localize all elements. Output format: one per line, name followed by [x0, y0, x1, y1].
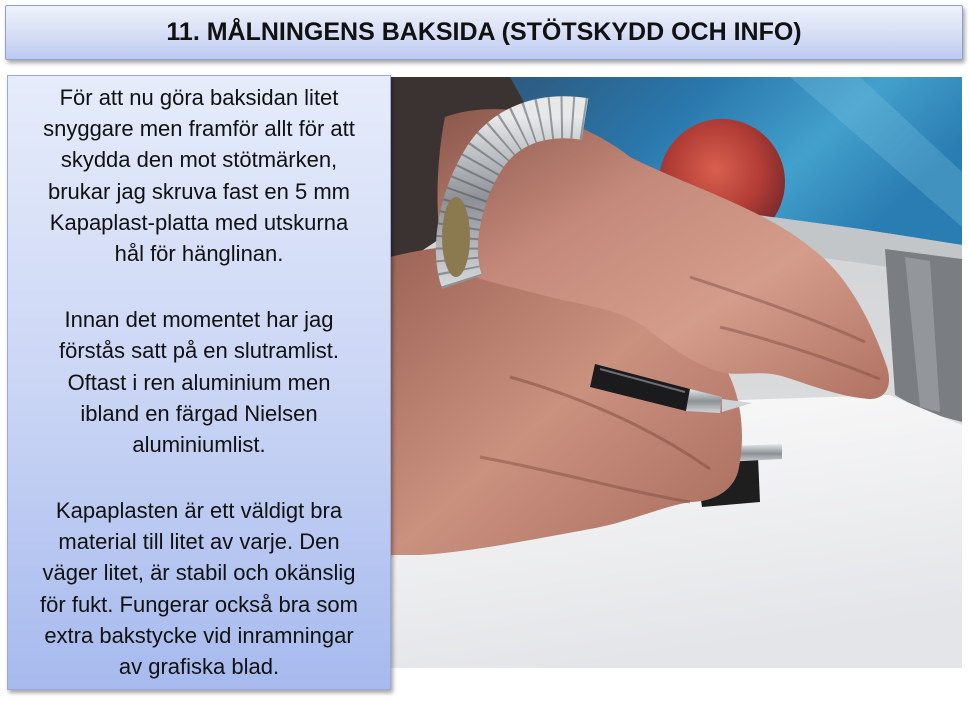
text-box [7, 75, 391, 690]
paragraph [8, 495, 390, 682]
slide-title-bar [5, 5, 963, 60]
paragraph [8, 304, 390, 460]
text-line: väger litet, är stabil och okänslig [42, 560, 356, 586]
text-line: material till litet av varje. Den [58, 529, 340, 555]
text-line: brukar jag skruva fast en 5 mm [47, 178, 350, 204]
slide-title: 11. MÅLNINGENS BAKSIDA (STÖTSKYDD OCH INFO) [166, 18, 802, 46]
text-line: extra bakstycke vid inramningar [44, 622, 354, 648]
text-line: ibland en färgad Nielsen [80, 400, 318, 426]
text-line: snyggare men framför allt för att [43, 116, 355, 142]
text-line: Kapaplasten är ett väldigt bra [55, 498, 343, 524]
watch-face [442, 197, 470, 277]
text-line: hål för hänglinan. [114, 240, 284, 266]
text-line: För att nu göra baksidan litet [59, 85, 339, 110]
text-line: för fukt. Fungerar också bra som [40, 591, 358, 617]
text-line: Kapaplast-platta med utskurna [49, 209, 349, 235]
photo-svg [390, 77, 962, 668]
text-line: aluminiumlist. [132, 431, 266, 457]
text-line: Oftast i ren aluminium men [67, 369, 331, 395]
paragraph [8, 82, 390, 269]
text-line: av grafiska blad. [118, 654, 280, 679]
text-line: Innan det momentet har jag [64, 307, 334, 333]
text-line: skydda den mot stötmärken, [60, 147, 338, 173]
text-line: förstås satt på en slutramlist. [59, 338, 339, 364]
photo [390, 77, 962, 668]
